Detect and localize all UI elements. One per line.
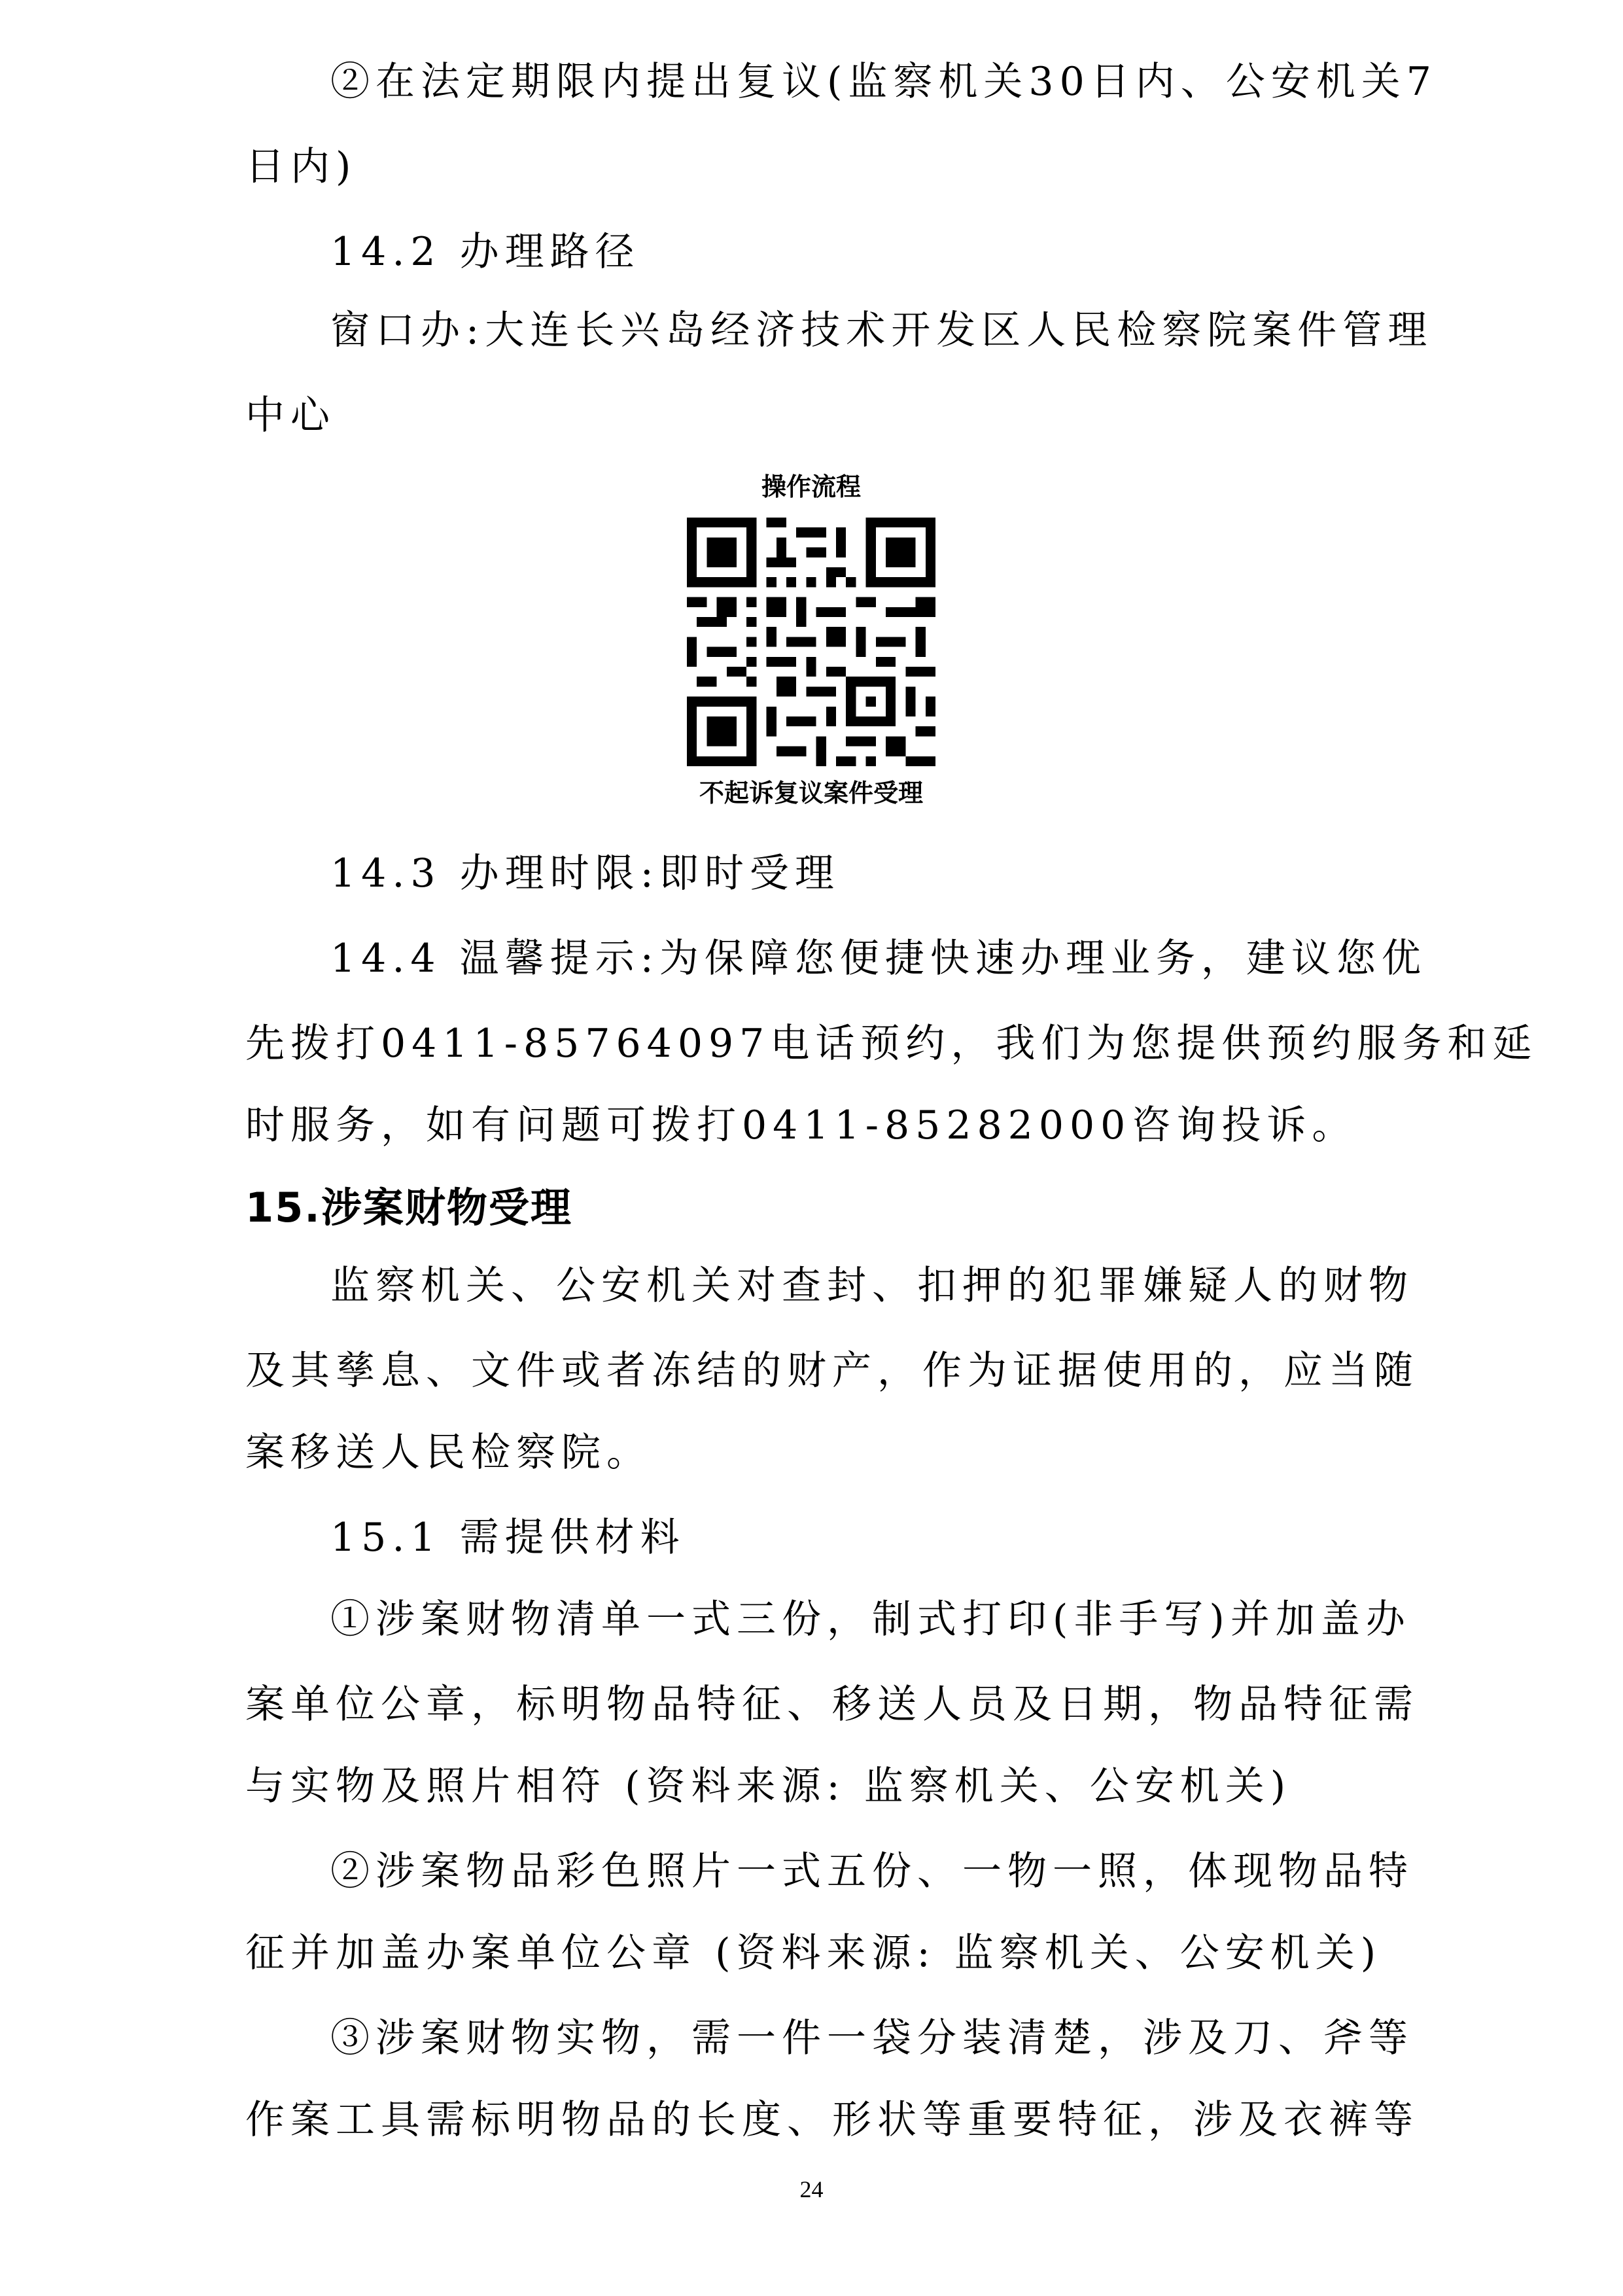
text-line: 日内) <box>245 144 357 190</box>
text-line: 与实物及照片相符 (资料来源: 监察机关、公安机关) <box>245 1763 1292 1809</box>
text-line: 先拨打0411-85764097电话预约，我们为您提供预约服务和延 <box>245 1021 1538 1067</box>
text-line: 14.4 温馨提示:为保障您便捷快速办理业务，建议您优 <box>330 936 1427 981</box>
text-line: 窗口办:大连长兴岛经济技术开发区人民检察院案件管理 <box>330 308 1433 353</box>
text-line: ①涉案财物清单一式三份，制式打印(非手写)并加盖办 <box>330 1597 1411 1642</box>
text-line: 案单位公章，标明物品特征、移送人员及日期，物品特征需 <box>245 1682 1419 1727</box>
qr-code-icon[interactable] <box>687 518 935 766</box>
text-line: 征并加盖办案单位公章 (资料来源: 监察机关、公安机关) <box>245 1930 1382 1976</box>
text-line: ②在法定期限内提出复议(监察机关30日内、公安机关7 <box>330 59 1437 105</box>
section-heading: 15.涉案财物受理 <box>245 1184 572 1231</box>
text-line: 及其孳息、文件或者冻结的财产，作为证据使用的，应当随 <box>245 1348 1419 1394</box>
text-line: 作案工具需标明物品的长度、形状等重要特征，涉及衣裤等 <box>245 2097 1419 2143</box>
text-line: ②涉案物品彩色照片一式五份、一物一照，体现物品特 <box>330 1848 1414 1894</box>
text-line: 监察机关、公安机关对查封、扣押的犯罪嫌疑人的财物 <box>330 1263 1414 1309</box>
text-line: 中心 <box>245 393 336 438</box>
qr-code-block <box>654 474 968 805</box>
qr-caption: 不起诉复议案件受理 <box>699 779 923 807</box>
text-line: ③涉案财物实物，需一件一袋分装清楚，涉及刀、斧等 <box>330 2015 1414 2061</box>
qr-title: 操作流程 <box>761 472 861 501</box>
text-line: 案移送人民检察院。 <box>245 1430 652 1475</box>
text-line: 14.3 办理时限:即时受理 <box>330 851 840 896</box>
page-number: 24 <box>799 2176 824 2202</box>
text-line: 时服务，如有问题可拨打0411-85282000咨询投诉。 <box>245 1103 1357 1148</box>
section-subheading: 15.1 需提供材料 <box>330 1515 686 1561</box>
section-subheading: 14.2 办理路径 <box>330 229 640 275</box>
